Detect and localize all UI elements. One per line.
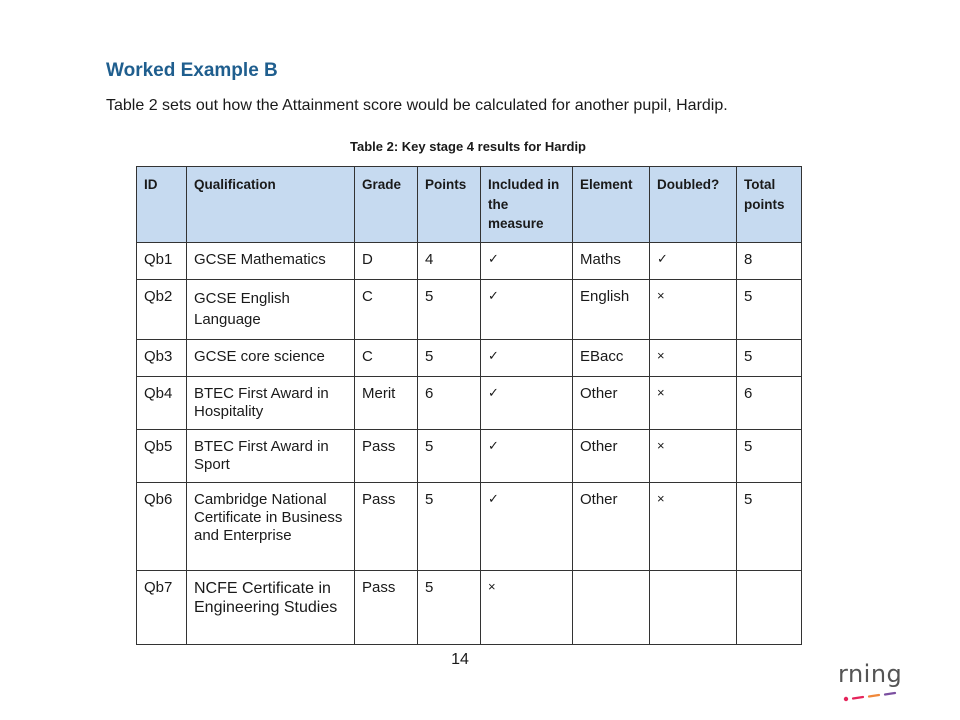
cell-grade: C: [355, 279, 418, 340]
col-header-total: Total points: [737, 167, 802, 243]
cell-qualification: Cambridge National Certificate in Business and Enterprise: [187, 483, 355, 571]
cell-points: 5: [418, 430, 481, 483]
cell-total: 5: [737, 483, 802, 571]
cell-doubled: ✓: [650, 242, 737, 279]
cell-qualification: BTEC First Award in Sport: [187, 430, 355, 483]
cell-grade: Merit: [355, 377, 418, 430]
cell-qualification: GCSE core science: [187, 340, 355, 377]
cell-id: Qb3: [137, 340, 187, 377]
cell-qualification: GCSE English Language: [187, 279, 355, 340]
cell-included: ✓: [481, 483, 573, 571]
col-header-element: Element: [573, 167, 650, 243]
cell-doubled: ×: [650, 430, 737, 483]
cell-included: ✓: [481, 377, 573, 430]
page-number: 14: [451, 651, 469, 668]
col-header-included: Included in the measure: [481, 167, 573, 243]
cell-total: 5: [737, 430, 802, 483]
col-header-id: ID: [137, 167, 187, 243]
cell-doubled: ×: [650, 279, 737, 340]
cell-included: ✓: [481, 430, 573, 483]
table-header-row: [137, 167, 802, 243]
logo-dash-3: [885, 693, 895, 695]
cell-grade: Pass: [355, 430, 418, 483]
cell-included: ✓: [481, 340, 573, 377]
cell-points: 5: [418, 340, 481, 377]
logo-text: rning: [838, 660, 903, 688]
table-row: [137, 430, 802, 483]
cell-doubled: ×: [650, 483, 737, 571]
logo-dot: [844, 697, 848, 701]
cell-doubled: ×: [650, 377, 737, 430]
cell-qualification: GCSE Mathematics: [187, 242, 355, 279]
cell-element: Other: [573, 430, 650, 483]
cell-grade: D: [355, 242, 418, 279]
cell-total: 8: [737, 242, 802, 279]
cell-included: ×: [481, 571, 573, 645]
page-heading: Worked Example B: [106, 60, 278, 81]
cell-element: Other: [573, 377, 650, 430]
cell-id: Qb2: [137, 279, 187, 340]
table-caption: Table 2: Key stage 4 results for Hardip: [350, 139, 586, 154]
table-row: [137, 242, 802, 279]
intro-paragraph: Table 2 sets out how the Attainment score would be calculated for another pupil, Hardip.: [106, 97, 728, 114]
cell-id: Qb5: [137, 430, 187, 483]
cell-points: 5: [418, 279, 481, 340]
cell-total: 6: [737, 377, 802, 430]
cell-element: English: [573, 279, 650, 340]
brand-logo: [838, 660, 918, 704]
cell-element: Other: [573, 483, 650, 571]
cell-doubled: ×: [650, 340, 737, 377]
cell-total: [737, 571, 802, 645]
cell-included: ✓: [481, 242, 573, 279]
cell-doubled: [650, 571, 737, 645]
cell-grade: Pass: [355, 483, 418, 571]
cell-included: ✓: [481, 279, 573, 340]
table-row: [137, 279, 802, 340]
results-table: [136, 166, 802, 645]
table-row: [137, 483, 802, 571]
col-header-grade: Grade: [355, 167, 418, 243]
table-row: [137, 377, 802, 430]
cell-points: 4: [418, 242, 481, 279]
cell-id: Qb6: [137, 483, 187, 571]
cell-points: 5: [418, 571, 481, 645]
logo-dashes-icon: [842, 690, 912, 704]
cell-points: 6: [418, 377, 481, 430]
cell-element: [573, 571, 650, 645]
cell-points: 5: [418, 483, 481, 571]
logo-dash-2: [869, 695, 879, 697]
cell-id: Qb1: [137, 242, 187, 279]
table-row: [137, 571, 802, 645]
cell-total: 5: [737, 340, 802, 377]
cell-qualification: BTEC First Award in Hospitality: [187, 377, 355, 430]
col-header-points: Points: [418, 167, 481, 243]
logo-dash-1: [853, 697, 863, 699]
cell-total: 5: [737, 279, 802, 340]
cell-id: Qb4: [137, 377, 187, 430]
cell-grade: C: [355, 340, 418, 377]
table-row: [137, 340, 802, 377]
cell-element: Maths: [573, 242, 650, 279]
cell-qualification: NCFE Certificate in Engineering Studies: [187, 571, 355, 645]
col-header-doubled: Doubled?: [650, 167, 737, 243]
col-header-qualification: Qualification: [187, 167, 355, 243]
cell-id: Qb7: [137, 571, 187, 645]
cell-element: EBacc: [573, 340, 650, 377]
cell-grade: Pass: [355, 571, 418, 645]
